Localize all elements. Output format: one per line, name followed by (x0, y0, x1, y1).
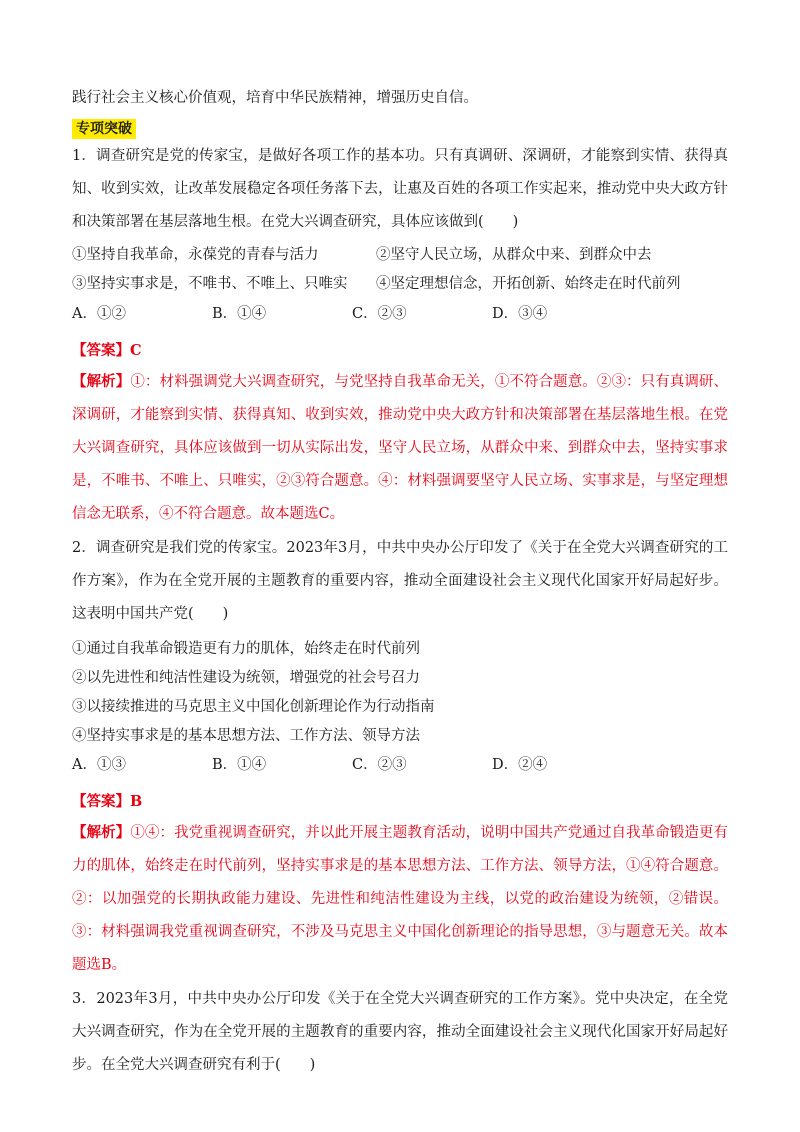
question-2 (72, 532, 728, 982)
choice-d: D．③④ (492, 306, 548, 322)
analysis-text (72, 365, 728, 531)
statement-item: ③以接续推进的马克思主义中国化创新理论作为行动指南 (72, 699, 435, 715)
statement-row (72, 247, 728, 264)
statement-item: ①通过自我革命锻造更有力的肌体，始终走在时代前列 (72, 641, 420, 657)
question-stem: 1．调查研究是党的传家宝，是做好各项工作的基本功。只有真调研、深调研，才能察到实情、获得真知、收到实效，让改革发展稳定各项任务落下去，让惠及百姓的各项工作实起来，推动党中央大政方针和决策部署在基层落地生根。在党大兴调查研究，具体应该做到( ) (72, 148, 728, 230)
section-header (72, 118, 728, 139)
statement-item: ④坚定理想信念，开拓创新、始终走在时代前列 (376, 276, 681, 292)
question-stem: 2．调查研究是我们党的传家宝。2023年3月，中共中央办公厅印发了《关于在全党大兴调查研究的工作方案》，作为在全党开展的主题教育的重要内容，推动全面建设社会主义现代化国家开好局起好步。这表明中国共产党( ) (72, 540, 728, 622)
statement-row (72, 276, 728, 293)
analysis-lead: 【解析】 (72, 373, 131, 390)
statement-item: ③坚持实事求是，不唯书、不唯上、只唯实 (72, 276, 348, 292)
section-tag: 专项突破 (72, 119, 136, 139)
statement-item: ④坚持实事求是的基本思想方法、工作方法、领导方法 (72, 728, 420, 744)
choice-a: A．①② (72, 306, 126, 322)
question-3 (72, 983, 728, 1082)
choice-row (72, 757, 728, 774)
statement-item: ②坚守人民立场，从群众中来、到群众中去 (376, 247, 652, 263)
analysis-body: ①：材料强调党大兴调查研究，与党坚持自我革命无关，①不符合题意。②③：只有真调研、深调研，才能察到实情、获得真知、收到实效，推动党中央大政方针和决策部署在基层落地生根。在党大兴调查研究，具体应该做到一切从实际出发，坚守人民立场，从群众中来、到群众中去，坚持实事求是，不唯书、不唯上、只唯实，②③符合题意。④：材料强调要坚守人民立场、实事求是，与坚定理想信念无联系，④不符合题意。故本题选C。 (72, 374, 729, 522)
choice-d: D．②④ (492, 757, 548, 773)
statement-item: ①坚持自我革命，永葆党的青春与活力 (72, 247, 319, 263)
answer-label: 【答案】B (72, 793, 143, 810)
analysis-body: ①④：我党重视调查研究，并以此开展主题教育活动，说明中国共产党通过自我革命锻造更有力的肌体，始终走在时代前列，坚持实事求是的基本思想方法、工作方法、领导方法，①④符合题意。②：以加强党的长期执政能力建设、先进性和纯洁性建设为主线，以党的政治建设为统领，②错误。③：材料强调我党重视调查研究，不涉及马克思主义中国化创新理论的指导思想，③与题意无关。故本题选B。 (72, 825, 729, 973)
choice-c: C．②③ (352, 757, 407, 773)
analysis-lead: 【解析】 (72, 824, 131, 841)
statement-item: ②以先进性和纯洁性建设为统领，增强党的社会号召力 (72, 670, 420, 686)
intro-tail: 践行社会主义核心价值观，培育中华民族精神，增强历史自信。 (72, 90, 478, 106)
question-1 (72, 140, 728, 531)
choice-b: B．①④ (212, 757, 267, 773)
choice-c: C．②③ (352, 306, 407, 322)
document-page (72, 90, 728, 1082)
choice-a: A．①③ (72, 757, 126, 773)
choice-b: B．①④ (212, 306, 267, 322)
analysis-text (72, 816, 728, 982)
answer-label: 【答案】C (72, 342, 142, 359)
question-stem: 3．2023年3月，中共中央办公厅印发《关于在全党大兴调查研究的工作方案》。党中央决定，在全党大兴调查研究，作为在全党开展的主题教育的重要内容，推动全面建设社会主义现代化国家开好局起好步。在全党大兴调查研究有利于( ) (72, 991, 728, 1073)
choice-row (72, 306, 728, 323)
